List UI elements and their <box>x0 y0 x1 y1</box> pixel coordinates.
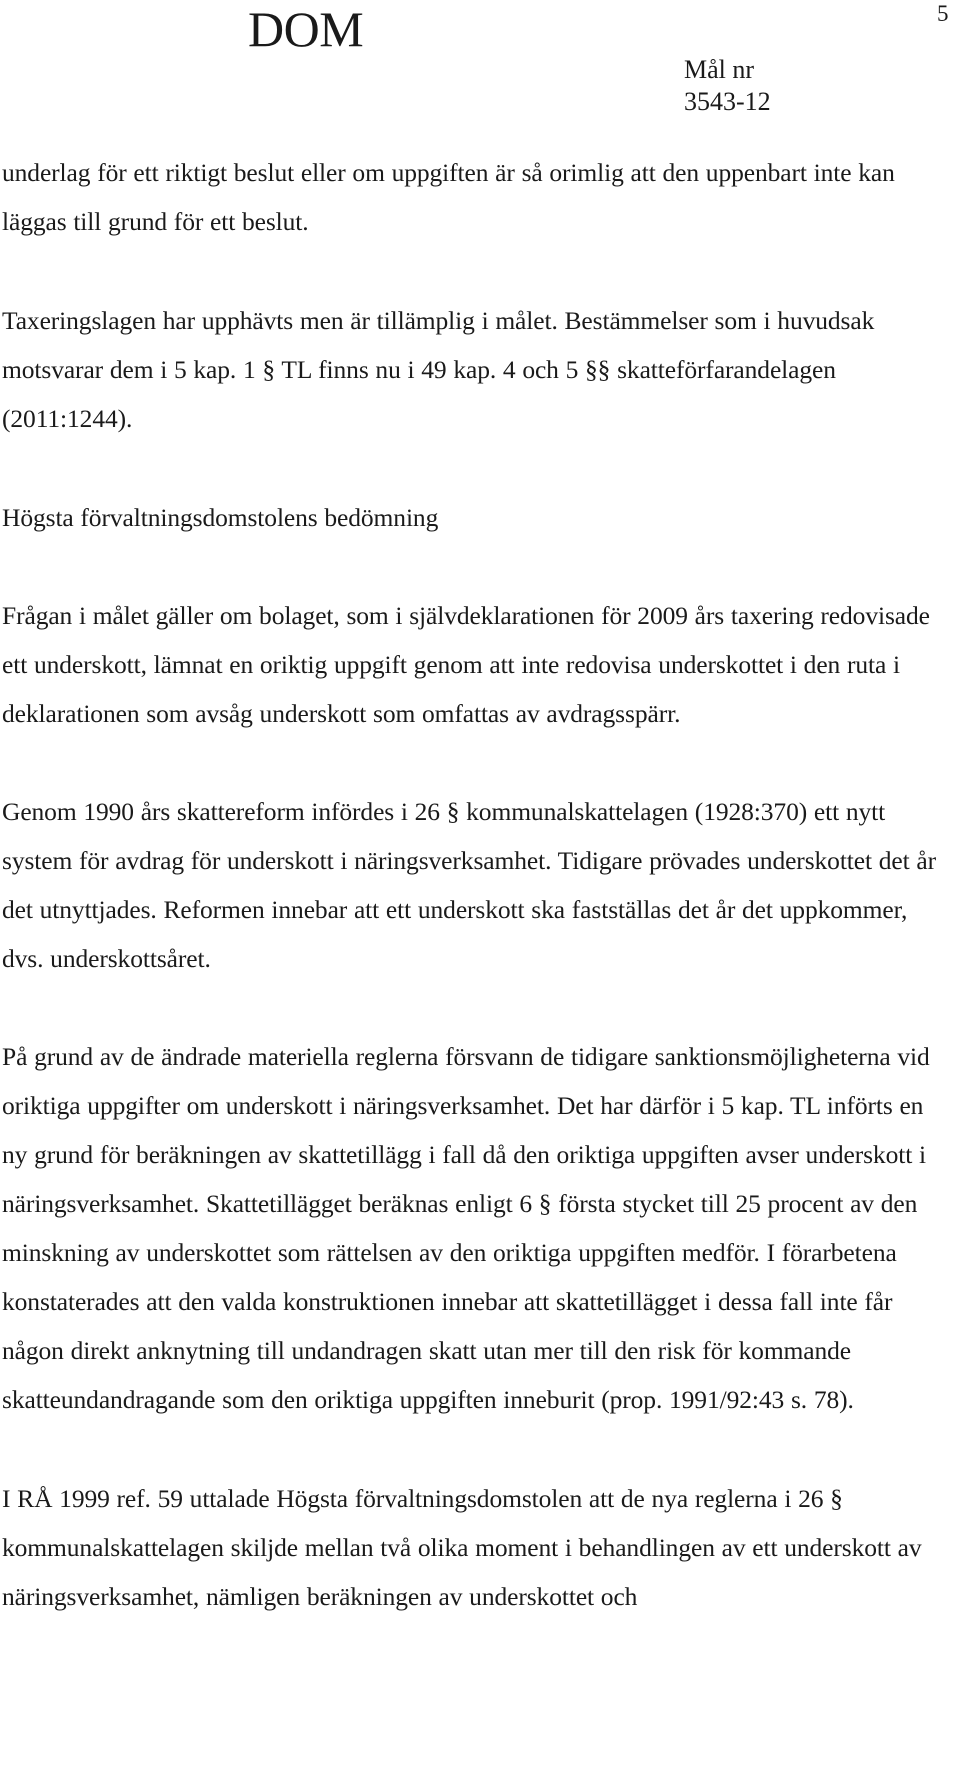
section-heading: Högsta förvaltningsdomstolens bedömning <box>2 503 439 532</box>
paragraph-intro: underlag för ett riktigt beslut eller om uppgiften är så orimlig att den uppenbart inte kan läggas till grund för ett beslut. <box>2 158 895 236</box>
paragraph-question: Frågan i målet gäller om bolaget, som i självdeklarationen för 2009 års taxering redovisade ett underskott, lämnat en oriktig uppgift genom att inte redovisa underskottet i den ruta i deklarationen som avsåg underskott som omfattas av avdragsspärr. <box>2 601 930 728</box>
paragraph-grounds: På grund av de ändrade materiella reglerna försvann de tidigare sanktionsmöjligheterna vid oriktiga uppgifter om underskott i näringsverksamhet. Det har därför i 5 kap. TL införts en ny grund för beräkningen av skattetillägg i fall då den oriktiga uppgiften avser underskott i näringsverksamhet. Skattetillägget beräknas enligt 6 § första stycket till 25 procent av den minskning av underskottet som rättelsen av den oriktiga uppgiften medför. I förarbetena konstaterades att den valda konstruktionen innebar att skattetillägget i dessa fall inte får någon direkt anknytning till undandragen skatt utan mer till den risk för kommande skatteundandragande som den oriktiga uppgiften inneburit (prop. 1991/92:43 s. 78). <box>2 1042 930 1414</box>
document-body <box>2 148 947 1621</box>
case-number: 3543-12 <box>684 87 771 116</box>
page-number: 5 <box>937 1 949 26</box>
document-type-title: DOM <box>248 1 364 57</box>
paragraph-reform: Genom 1990 års skattereform infördes i 26 § kommunalskattelagen (1928:370) ett nytt system för avdrag för underskott i näringsverksamhet. Tidigare prövades underskottet det år det utnyttjades. Reformen innebar att ett underskott ska fastställas det år det uppkommer, dvs. underskottsåret. <box>2 797 937 973</box>
case-number-label: Mål nr <box>684 55 755 84</box>
paragraph-reference: I RÅ 1999 ref. 59 uttalade Högsta förvaltningsdomstolen att de nya reglerna i 26 § kommunalskattelagen skiljde mellan två olika moment i behandlingen av ett underskott av näringsverksamhet, nämligen beräkningen av underskottet och <box>2 1484 922 1611</box>
paragraph-law: Taxeringslagen har upphävts men är tillämplig i målet. Bestämmelser som i huvudsak motsvarar dem i 5 kap. 1 § TL finns nu i 49 kap. 4 och 5 §§ skatteförfarandelagen (2011:1244). <box>2 306 875 433</box>
